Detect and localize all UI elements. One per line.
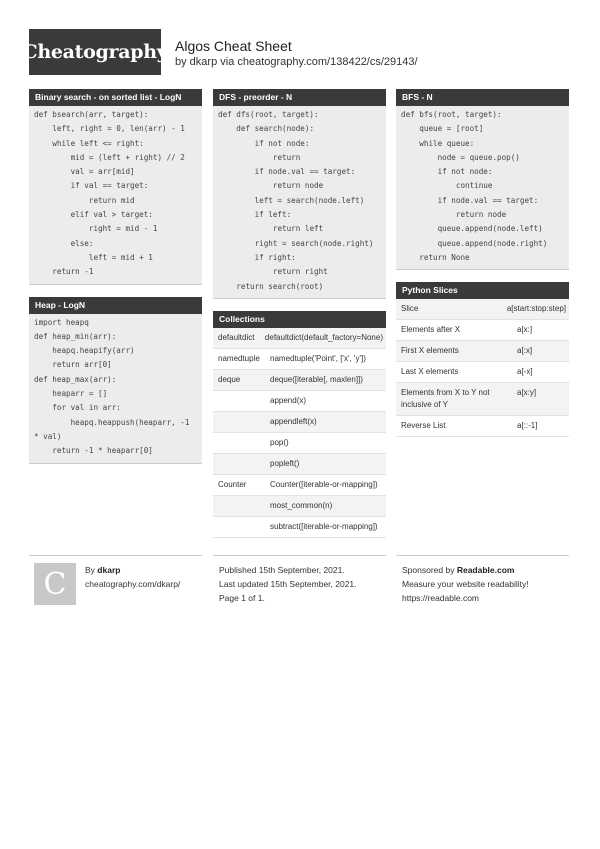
row-value: a[:x] xyxy=(517,346,533,356)
table-row xyxy=(213,475,386,496)
table-row xyxy=(396,320,569,341)
row-value: deque([iterable[, maxlen]]) xyxy=(270,374,363,384)
code-line: def dfs(root, target): xyxy=(218,110,319,119)
code-line: if node.val == target: xyxy=(401,195,539,205)
table-row xyxy=(396,341,569,362)
code-line: node = queue.pop() xyxy=(401,152,520,162)
footer-divider xyxy=(29,555,202,556)
heap-code xyxy=(29,314,202,464)
code-line: if not node: xyxy=(218,138,310,148)
code-line: return left xyxy=(218,224,324,234)
code-line: def bsearch(arr, target): xyxy=(34,110,149,119)
page-subtitle[interactable]: by dkarp via cheatography.com/138422/cs/29143/ xyxy=(175,56,418,68)
table-row xyxy=(213,349,386,370)
code-line: return right xyxy=(218,267,328,277)
sponsored-label: Sponsored by xyxy=(402,565,455,575)
author-avatar[interactable]: C xyxy=(34,563,76,605)
python-slices-box xyxy=(396,282,569,437)
row-key: defaultdict xyxy=(218,332,255,342)
code-line: if not node: xyxy=(401,167,493,177)
table-row xyxy=(213,412,386,433)
row-value: a[start:stop:step] xyxy=(506,304,566,314)
code-line: elif val > target: xyxy=(34,210,153,220)
row-key: Last X elements xyxy=(401,367,459,377)
binary-search-code xyxy=(29,106,202,285)
code-line: heapq.heappush(heaparr, -1 * val) xyxy=(34,417,195,441)
heap-box xyxy=(29,297,202,464)
code-line: continue xyxy=(401,181,493,191)
column-1 xyxy=(29,89,202,476)
code-line: left = search(node.left) xyxy=(218,195,365,205)
row-value: a[::-1] xyxy=(517,421,538,431)
row-value: pop() xyxy=(270,437,289,447)
python-slices-heading: Python Slices xyxy=(396,282,569,299)
code-line: if node.val == target: xyxy=(218,167,356,177)
code-line: return node xyxy=(401,210,507,220)
row-value: subtract([iterable-or-mapping]) xyxy=(270,521,378,531)
code-line: while left <= right: xyxy=(34,138,144,148)
code-line: def bfs(root, target): xyxy=(401,110,502,119)
published-date: Published 15th September, 2021. xyxy=(219,565,345,575)
code-line: left, right = 0, len(arr) - 1 xyxy=(34,124,185,134)
code-line: heapq.heapify(arr) xyxy=(34,346,135,356)
row-value: namedtuple('Point', ['x', 'y']) xyxy=(270,353,366,363)
code-line: import heapq xyxy=(34,317,89,327)
python-slices-table xyxy=(396,299,569,437)
footer-divider xyxy=(396,555,569,556)
collections-box xyxy=(213,311,386,538)
updated-date: Last updated 15th September, 2021. xyxy=(219,579,357,589)
row-value: Counter([iterable-or-mapping]) xyxy=(270,479,378,489)
table-row xyxy=(213,496,386,517)
row-value: popleft() xyxy=(270,458,300,468)
code-line: heaparr = [] xyxy=(34,389,108,399)
bfs-code xyxy=(396,106,569,270)
row-value: appendleft(x) xyxy=(270,416,317,426)
code-line: queue.append(node.left) xyxy=(401,224,543,234)
dfs-code xyxy=(213,106,386,299)
table-row xyxy=(213,517,386,538)
table-row xyxy=(213,454,386,475)
table-row xyxy=(213,328,386,349)
row-key xyxy=(213,496,267,516)
code-line: queue = [root] xyxy=(401,124,484,134)
code-line: return None xyxy=(401,252,470,262)
page-number: Page 1 of 1. xyxy=(219,593,265,603)
row-value: a[x:] xyxy=(517,325,533,335)
row-key: deque xyxy=(218,374,241,384)
table-row xyxy=(213,370,386,391)
row-value: a[-x] xyxy=(517,367,533,377)
sponsor-url[interactable]: https://readable.com xyxy=(402,593,480,603)
row-value: append(x) xyxy=(270,395,307,405)
row-key: Counter xyxy=(218,479,247,489)
row-key: Reverse List xyxy=(401,421,446,431)
row-key xyxy=(213,433,267,453)
binary-search-box xyxy=(29,89,202,285)
code-line: return -1 * heaparr[0] xyxy=(34,446,153,456)
footer-divider xyxy=(213,555,386,556)
code-line: return mid xyxy=(34,195,135,205)
dfs-box xyxy=(213,89,386,299)
row-key xyxy=(213,412,267,432)
row-key xyxy=(213,454,267,474)
code-line: mid = (left + right) // 2 xyxy=(34,152,185,162)
dfs-heading: DFS - preorder - N xyxy=(213,89,386,106)
code-line: right = mid - 1 xyxy=(34,224,158,234)
code-line: val = arr[mid] xyxy=(34,167,135,177)
code-line: def heap_max(arr): xyxy=(34,374,117,384)
cheatography-logo[interactable]: Cheatography xyxy=(29,29,161,75)
row-value: most_common(n) xyxy=(270,500,333,510)
author-block xyxy=(85,563,180,591)
author-name[interactable]: dkarp xyxy=(97,565,121,575)
code-line: left = mid + 1 xyxy=(34,252,153,262)
code-line: for val in arr: xyxy=(34,403,121,413)
sponsor-tagline: Measure your website readability! xyxy=(402,579,529,589)
code-line: def heap_min(arr): xyxy=(34,331,117,341)
collections-table xyxy=(213,328,386,538)
code-line: if right: xyxy=(218,252,296,262)
code-line: right = search(node.right) xyxy=(218,238,374,248)
table-row xyxy=(213,391,386,412)
bfs-heading: BFS - N xyxy=(396,89,569,106)
table-row xyxy=(396,416,569,437)
row-key: Elements from X to Y not inclusive of Y xyxy=(401,388,490,410)
row-key: Slice xyxy=(401,304,419,314)
row-key: namedtuple xyxy=(218,353,260,363)
code-line: return -1 xyxy=(34,267,94,277)
column-3 xyxy=(396,89,569,449)
code-line: return search(root) xyxy=(218,281,324,291)
binary-search-heading: Binary search - on sorted list - LogN xyxy=(29,89,202,106)
code-line: while queue: xyxy=(401,138,475,148)
bfs-box xyxy=(396,89,569,270)
heap-heading: Heap - LogN xyxy=(29,297,202,314)
code-line: return xyxy=(218,152,301,162)
code-line: return node xyxy=(218,181,324,191)
table-row xyxy=(396,383,569,416)
row-value: a[x:y] xyxy=(517,388,537,398)
row-key: First X elements xyxy=(401,346,459,356)
row-key: Elements after X xyxy=(401,325,461,335)
collections-heading: Collections xyxy=(213,311,386,328)
row-value: defaultdict(default_factory=None) xyxy=(264,332,383,342)
row-key xyxy=(213,517,267,537)
code-line: if left: xyxy=(218,210,292,220)
code-line: if val == target: xyxy=(34,181,149,191)
table-row xyxy=(396,299,569,320)
publish-info xyxy=(219,563,357,605)
sponsor-name[interactable]: Readable.com xyxy=(456,565,515,575)
column-2 xyxy=(213,89,386,550)
author-url[interactable]: cheatography.com/dkarp/ xyxy=(85,579,181,589)
row-key xyxy=(213,391,267,411)
code-line: queue.append(node.right) xyxy=(401,238,548,248)
sponsor-block xyxy=(402,563,529,605)
table-row xyxy=(213,433,386,454)
by-label: By xyxy=(85,565,95,575)
code-line: def search(node): xyxy=(218,124,315,134)
page-title: Algos Cheat Sheet xyxy=(175,38,292,54)
code-line: else: xyxy=(34,238,94,248)
code-line: return arr[0] xyxy=(34,360,112,370)
table-row xyxy=(396,362,569,383)
